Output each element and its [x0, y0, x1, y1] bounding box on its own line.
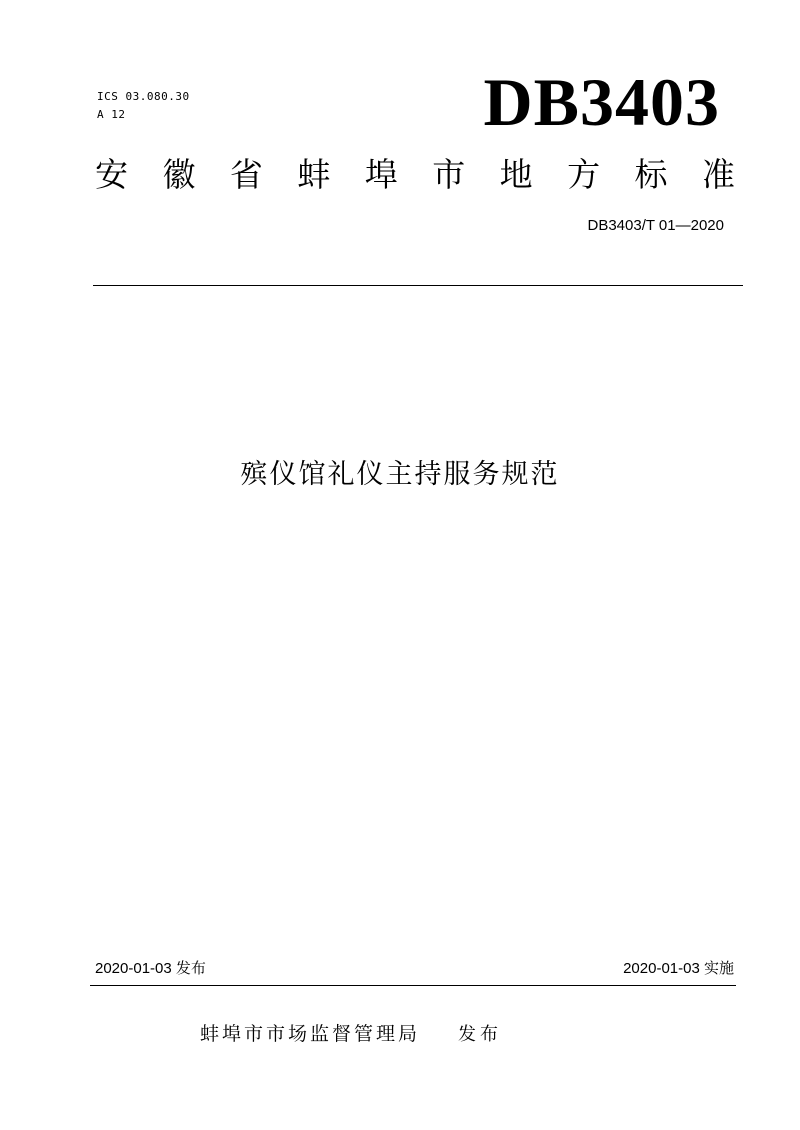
- standard-type-char: 准: [701, 155, 735, 194]
- footer-divider: [90, 985, 736, 986]
- header-divider: [93, 285, 743, 286]
- standard-code: DB3403: [483, 64, 720, 140]
- standard-type-char: 省: [229, 155, 263, 194]
- ics-code: ICS 03.080.30: [97, 90, 190, 103]
- issue-word: 发布: [458, 1024, 503, 1045]
- standard-number: DB3403/T 01—2020: [587, 217, 724, 234]
- standard-type-char: 蚌: [297, 155, 331, 194]
- standard-type-char: 方: [567, 155, 601, 194]
- publish-date: 2020-01-03 发布: [95, 960, 206, 977]
- ccs-code: A 12: [97, 108, 126, 121]
- implement-date: 2020-01-03 实施: [623, 960, 734, 977]
- standard-type-char: 地: [499, 155, 533, 194]
- classification-codes: [97, 88, 190, 124]
- issuer-name: 蚌埠市市场监督管理局: [200, 1023, 421, 1045]
- standard-type-char: 埠: [364, 155, 398, 194]
- standard-type-char: 徽: [162, 155, 196, 194]
- standard-type-title: [95, 155, 735, 195]
- document-title: 殡仪馆礼仪主持服务规范: [240, 459, 560, 490]
- standard-type-char: 市: [432, 155, 466, 194]
- issuer-line: [200, 1019, 502, 1046]
- standard-type-char: 安: [95, 155, 128, 194]
- standard-type-char: 标: [634, 155, 668, 194]
